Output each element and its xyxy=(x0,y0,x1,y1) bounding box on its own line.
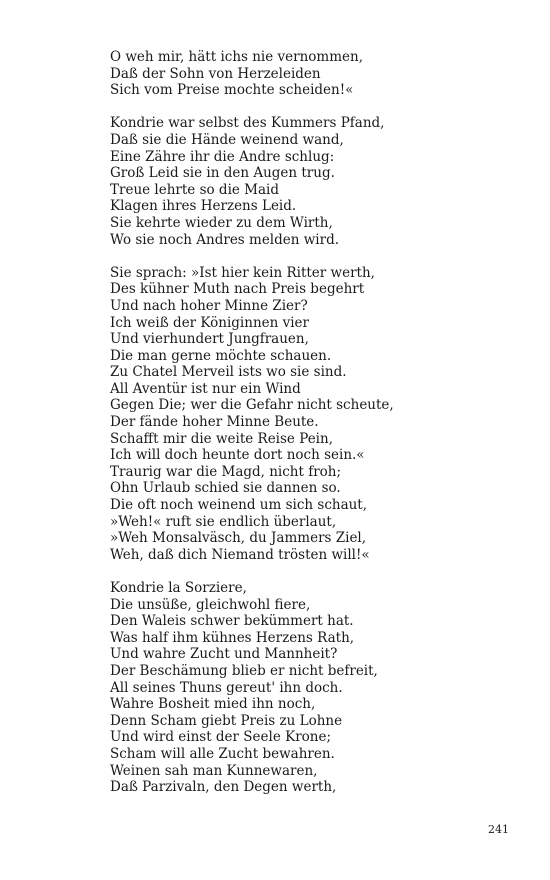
verse-line: Des kühner Muth nach Preis begehrt xyxy=(110,281,365,298)
verse-line: Klagen ihres Herzens Leid. xyxy=(110,198,297,215)
verse-line: Ich weiß der Königinnen vier xyxy=(110,314,309,331)
verse-line: Weinen sah man Kunnewaren, xyxy=(110,762,318,779)
verse-line: Wo sie noch Andres melden wird. xyxy=(110,231,340,248)
verse-line: O weh mir, hätt ichs nie vernommen, xyxy=(110,49,363,65)
verse-line: Und wahre Zucht und Mannheit? xyxy=(110,646,338,663)
stanza xyxy=(110,580,530,796)
verse-line: Kondrie la Sorziere, xyxy=(110,580,247,596)
verse-line: Sie sprach: »Ist hier kein Ritter werth, xyxy=(110,264,375,281)
verse-line: All Aventür ist nur ein Wind xyxy=(110,380,301,397)
verse-line: Der Beschämung blieb er nicht befreit, xyxy=(110,662,378,679)
verse-line: Den Waleis schwer bekümmert hat. xyxy=(110,613,354,630)
verse-line: Denn Scham giebt Preis zu Lohne xyxy=(110,712,343,729)
verse-line: Die man gerne möchte schauen. xyxy=(110,347,332,364)
verse-line: Kondrie war selbst des Kummers Pfand, xyxy=(110,115,385,132)
verse-line: Eine Zähre ihr die Andre schlug: xyxy=(110,148,335,165)
verse-line: Schafft mir die weite Reise Pein, xyxy=(110,430,333,447)
verse-line: Daß Parzivaln, den Degen werth, xyxy=(110,779,337,796)
verse-line: Treue lehrte so die Maid xyxy=(110,181,280,198)
verse-line: Die unsüße, gleichwohl fiere, xyxy=(110,596,311,613)
stanza xyxy=(110,265,530,564)
verse-line: Daß sie die Hände weinend wand, xyxy=(110,131,344,148)
verse-line: Die oft noch weinend um sich schaut, xyxy=(110,497,368,514)
verse-line: Zu Chatel Merveil ists wo sie sind. xyxy=(110,364,347,381)
verse-line: Ich will doch heunte dort noch sein.« xyxy=(110,447,365,464)
verse-line: Scham will alle Zucht bewahren. xyxy=(110,745,335,762)
verse-line: Ohn Urlaub schied sie dannen so. xyxy=(110,480,341,497)
stanza xyxy=(110,49,530,99)
verse-line: Und vierhundert Jungfrauen, xyxy=(110,331,309,348)
verse-line: Traurig war die Magd, nicht froh; xyxy=(110,463,342,480)
verse-line: »Weh!« ruft sie endlich überlaut, xyxy=(110,513,337,530)
verse-line: All seines Thuns gereut' ihn doch. xyxy=(110,679,343,696)
verse-line: Und nach hoher Minne Zier? xyxy=(110,297,308,314)
verse-line: Weh, daß dich Niemand trösten will!« xyxy=(110,546,370,563)
page-number: 241 xyxy=(488,823,509,836)
verse-line: Und wird einst der Seele Krone; xyxy=(110,729,332,746)
verse-line: Wahre Bosheit mied ihn noch, xyxy=(110,696,316,713)
verse-line: Daß der Sohn von Herzeleiden xyxy=(110,65,321,82)
verse-line: Groß Leid sie in den Augen trug. xyxy=(110,165,335,182)
verse-line: Sie kehrte wieder zu dem Wirth, xyxy=(110,214,333,231)
poem-text xyxy=(110,49,530,812)
verse-line: Gegen Die; wer die Gefahr nicht scheute, xyxy=(110,397,394,414)
verse-line: Der fände hoher Minne Beute. xyxy=(110,414,319,431)
verse-line: Sich vom Preise mochte scheiden!« xyxy=(110,82,354,99)
verse-line: Was half ihm kühnes Herzens Rath, xyxy=(110,629,355,646)
stanza xyxy=(110,115,530,248)
verse-line: »Weh Monsalväsch, du Jammers Ziel, xyxy=(110,530,367,547)
